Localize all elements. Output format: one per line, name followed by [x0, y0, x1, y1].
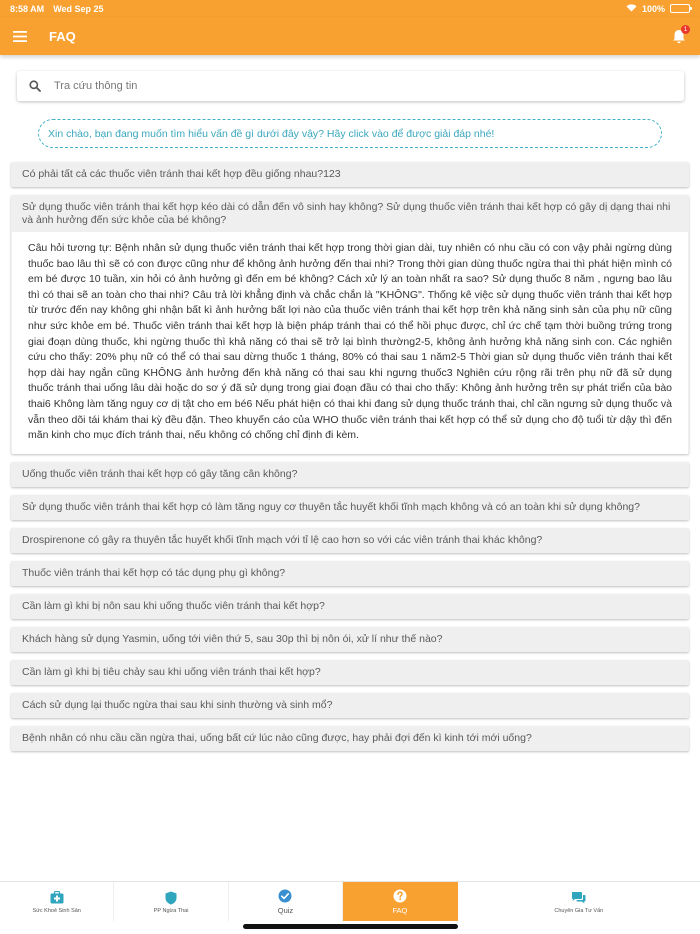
faq-question[interactable]: Cần làm gì khi bị nôn sau khi uống thuốc viên tránh thai kết hợp? [22, 599, 325, 612]
faq-item[interactable] [11, 561, 689, 586]
faq-item[interactable] [11, 660, 689, 685]
status-bar [0, 0, 700, 17]
battery-percent: 100% [641, 3, 665, 14]
notification-badge: 1 [681, 25, 690, 34]
tab-label: FAQ [392, 906, 408, 915]
help-prompt[interactable]: Xin chào, bạn đang muốn tìm hiểu vấn đề gì dưới đây vậy? Hãy click vào để được giải đáp nhé! [38, 119, 662, 148]
search-bar [17, 71, 684, 101]
tab-contraception[interactable] [114, 882, 228, 921]
hamburger-icon [13, 31, 27, 42]
wifi-icon [626, 4, 637, 14]
faq-item-expanded[interactable] [11, 195, 689, 454]
medical-kit-icon [50, 890, 64, 906]
status-time: 8:58 AM [10, 3, 45, 14]
tab-expert-advice[interactable] [458, 882, 700, 921]
search-icon [17, 80, 53, 92]
home-indicator[interactable] [243, 924, 458, 929]
status-date: Wed Sep 25 [53, 3, 104, 14]
bottom-nav [0, 881, 700, 920]
tab-label: PP Ngừa Thai [153, 907, 189, 914]
faq-question[interactable]: Có phải tất cả các thuốc viên tránh thai kết hợp đều giống nhau?123 [22, 168, 341, 180]
check-circle-icon [278, 888, 292, 904]
faq-list [11, 162, 689, 759]
tab-label: Quiz [277, 906, 294, 915]
faq-question[interactable]: Drospirenone có gây ra thuyên tắc huyết khối tĩnh mạch với tỉ lệ cao hơn so với các viên tránh thai khác không? [22, 533, 543, 546]
faq-item[interactable] [11, 594, 689, 619]
menu-button[interactable] [0, 17, 40, 55]
faq-question[interactable]: Cần làm gì khi bị tiêu chảy sau khi uống viên tránh thai kết hợp? [22, 665, 321, 678]
faq-item[interactable] [11, 627, 689, 652]
page-title: FAQ [49, 28, 76, 44]
battery-icon [670, 4, 690, 13]
tab-quiz[interactable] [229, 882, 343, 921]
faq-item[interactable] [11, 462, 689, 487]
faq-answer: Câu hỏi tương tự: Bệnh nhân sử dụng thuốc viên tránh thai kết hợp trong thời gian dài, tuy nhiên có nhu cầu có con vậy phải ngừng dùng thuốc bao lâu thì sẽ có con được cũng như để không ảnh hưởng đến thai nhi? Trong thời gian dùng thuốc ngừa thai thì phát hiện mình có em bé được 10 tuần, xin hỏi có ảnh hưởng gì đến em bé không? Cách xử lý an toàn nhất ra sao? Sử dụng thuốc 8 năm , ngưng bao lâu thì có thai sẽ an toàn cho thai nhi? Câu trả lời khẳng định và chắc chắn là "KHÔNG". Thống kê việc sử dụng thuốc viên tránh thai kết hợp từ trước đến nay không ghi nhận bất kì ảnh hưởng bất lợi nào của thuốc viên tránh thai kết hợp trên khả năng sinh sản của phụ nữ cũng như sức khỏe em bé. Thuốc viên tránh thai kết hợp là biện pháp tránh thai có thể hồi phục được, chỉ ức chế tạm thời buồng trứng trong giai đoạn dùng thuốc, khi ngừng thuốc thì khả năng có thai sẽ trở lại bình thường2-5, không ảnh hưởng khả năng sinh con. Các nghiên cứu cho thấy: 20% phụ nữ có thể có thai sau dừng thuốc 1 tháng, 80% có thai sau 1 năm2-5 Thời gian sử dụng thuốc viên tránh thai kết hợp dài hay ngắn cũng KHÔNG ảnh hưởng đến khả năng có thai sau khi ngưng thuốc3 Nghiên cứu rộng rãi trên phụ nữ đã sử dụng thuốc tránh thai uống lâu dài hoặc do sơ ý đã sử dụng trong giai đoạn đầu có thai cho thấy: Không ảnh hưởng trên sự phát triển của bào thai6 Không làm tăng nguy cơ dị tật cho em bé6 Nếu phát hiện có thai khi đang sử dụng thuốc tránh thai, chỉ cần ngưng sử dụng thuốc và vẫn theo dõi tái khám thai kỳ đều đặn. Theo khuyến cáo của WHO thuốc viên tránh thai kết hợp có thể sử dụng cho độ tuổi từ dậy thì đến mãn kinh cho mục đích tránh thai, nếu không có chống chỉ định đi kèm. [12, 232, 688, 454]
faq-question[interactable]: Thuốc viên tránh thai kết hợp có tác dụng phụ gì không? [22, 566, 286, 579]
notification-button[interactable] [668, 25, 690, 47]
faq-question[interactable]: Cách sử dụng lại thuốc ngừa thai sau khi sinh thường và sinh mổ? [22, 698, 333, 711]
faq-item[interactable] [11, 528, 689, 553]
faq-question[interactable]: Sử dụng thuốc viên tránh thai kết hợp có làm tăng nguy cơ thuyên tắc huyết khối tĩnh mạch không và có an toàn khi sử dụng không? [22, 500, 640, 513]
faq-question[interactable]: Sử dụng thuốc viên tránh thai kết hợp kéo dài có dẫn đến vô sinh hay không? Sử dụng thuốc viên tránh thai kết hợp có gây dị dạng thai nhi và ảnh hưởng đến sức khỏe của bé không? [22, 201, 671, 226]
tab-reproductive-health[interactable] [0, 882, 114, 921]
question-circle-icon [393, 888, 407, 904]
faq-item[interactable] [11, 693, 689, 718]
search-input[interactable] [54, 80, 684, 92]
shield-icon [165, 890, 177, 906]
faq-item[interactable] [11, 162, 689, 187]
faq-item[interactable] [11, 726, 689, 751]
faq-item[interactable] [11, 495, 689, 520]
app-bar [0, 17, 700, 55]
faq-question[interactable]: Bệnh nhân có nhu cầu cần ngừa thai, uống bất cứ lúc nào cũng được, hay phải đợi đến kì kinh tới mới uống? [22, 731, 532, 744]
faq-question[interactable]: Khách hàng sử dụng Yasmin, uống tới viên thứ 5, sau 30p thì bị nôn ói, xử lí như thế nào? [22, 632, 443, 645]
tab-label: Sức Khoẻ Sinh Sản [32, 907, 81, 914]
chat-bubbles-icon [571, 890, 586, 906]
tab-label: Chuyên Gia Tư Vấn [554, 907, 604, 914]
tab-faq[interactable] [343, 882, 457, 921]
faq-question[interactable]: Uống thuốc viên tránh thai kết hợp có gây tăng cân không? [22, 467, 298, 480]
